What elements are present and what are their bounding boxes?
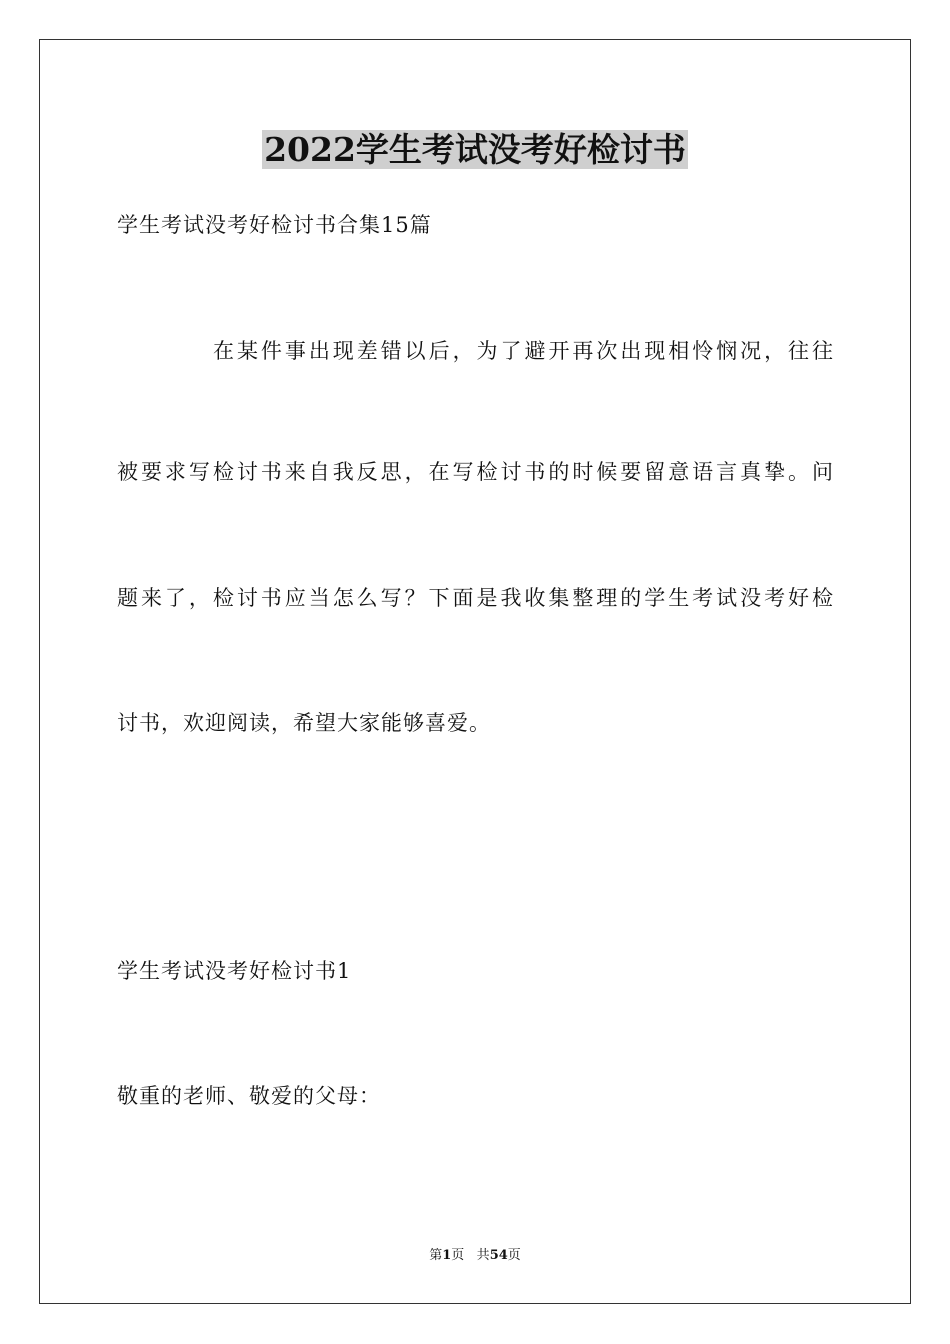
intro-line-4: 讨书，欢迎阅读，希望大家能够喜爱。 bbox=[117, 711, 491, 735]
document-title-text: 2022学生考试没考好检讨书 bbox=[264, 130, 686, 169]
salutation: 敬重的老师、敬爱的父母： bbox=[117, 1084, 381, 1108]
footer-total-pages: 54 bbox=[489, 1248, 508, 1263]
intro-line-2: 被要求写检讨书来自我反思，在写检讨书的时候要留意语言真挚。问 bbox=[117, 460, 833, 484]
document-title bbox=[0, 128, 950, 172]
section-heading: 学生考试没考好检讨书1 bbox=[117, 959, 352, 983]
document-subtitle: 学生考试没考好检讨书合集15篇 bbox=[117, 213, 432, 237]
footer-total-suffix: 页 bbox=[507, 1248, 521, 1263]
footer-page-prefix: 第 bbox=[429, 1248, 443, 1263]
footer-page-number: 1 bbox=[442, 1248, 452, 1263]
page-footer bbox=[0, 1247, 950, 1265]
footer-total-prefix: 共 bbox=[476, 1248, 490, 1263]
intro-line-1: 在某件事出现差错以后，为了避开再次出现相怜悯况，往往 bbox=[213, 339, 833, 363]
footer-page-suffix: 页 bbox=[451, 1248, 465, 1263]
intro-line-3: 题来了，检讨书应当怎么写？下面是我收集整理的学生考试没考好检 bbox=[117, 586, 833, 610]
